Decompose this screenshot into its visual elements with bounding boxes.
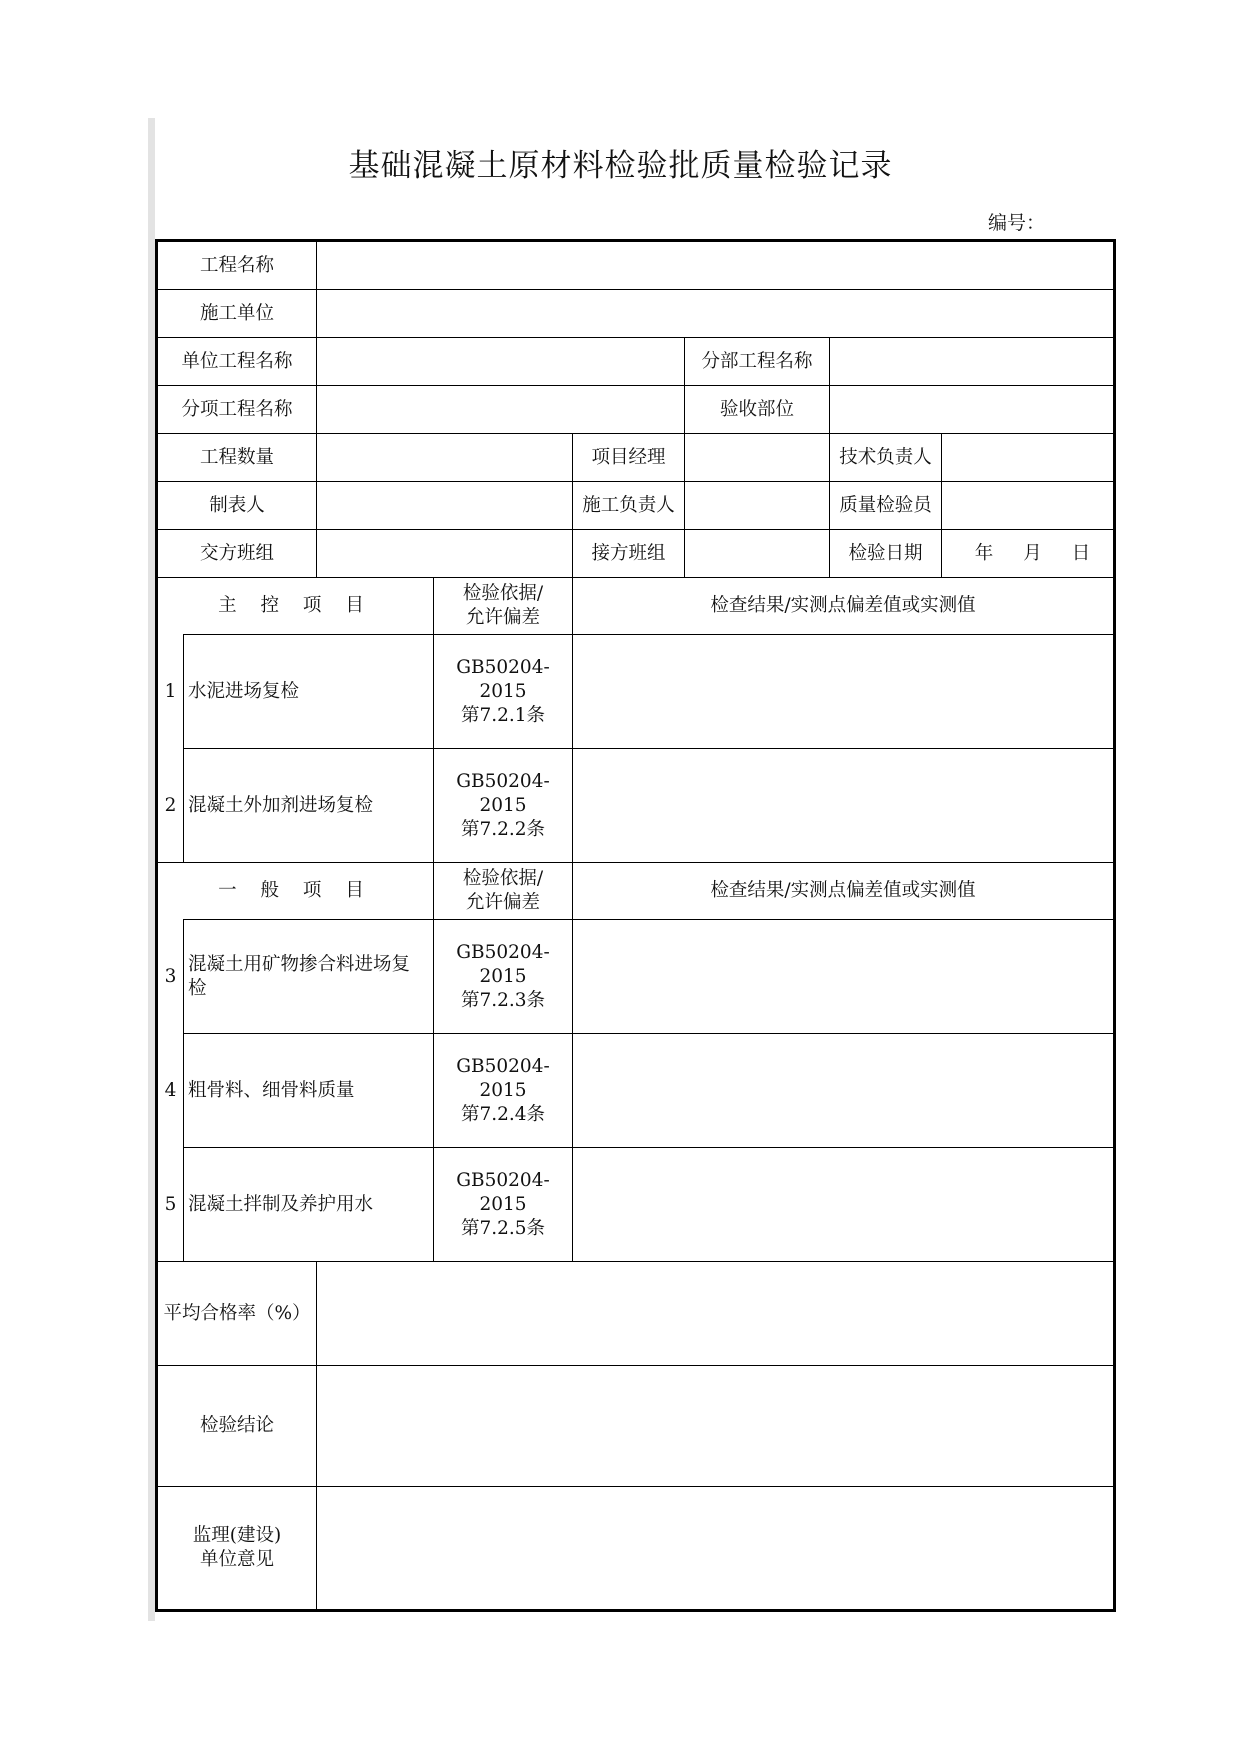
item-number: 4: [164, 1079, 177, 1101]
item-basis: GB50204-2015 第7.2.2条: [456, 770, 550, 840]
supervision-opinion-label: 监理(建设) 单位意见: [192, 1525, 282, 1570]
item-result-value[interactable]: [573, 749, 1113, 862]
item-result-value[interactable]: [573, 1148, 1113, 1261]
quantity-label: 工程数量: [199, 446, 274, 468]
handover-team-label: 交方班组: [199, 542, 274, 564]
receiving-team-value[interactable]: [685, 530, 829, 577]
item-number: 1: [164, 680, 177, 702]
item-name: 混凝土用矿物掺合料进场复检: [188, 953, 411, 999]
construction-unit-value[interactable]: [317, 290, 1113, 337]
general-basis-heading: 检验依据/ 允许偏差: [462, 868, 544, 913]
inspection-form-table: [155, 239, 1116, 1612]
conclusion-value[interactable]: [317, 1366, 1113, 1486]
item-basis: GB50204-2015 第7.2.5条: [456, 1169, 550, 1239]
tech-lead-value[interactable]: [942, 434, 1113, 481]
tabulator-label: 制表人: [209, 494, 265, 516]
subdivision-project-name-label: 分部工程名称: [701, 350, 813, 372]
item-basis: GB50204-2015 第7.2.3条: [456, 941, 550, 1011]
item-result-value[interactable]: [573, 635, 1113, 748]
supervision-opinion-value[interactable]: [317, 1487, 1113, 1609]
item-result-value[interactable]: [573, 1034, 1113, 1147]
tabulator-value[interactable]: [317, 482, 572, 529]
inspection-date-label: 检验日期: [848, 542, 923, 564]
quantity-value[interactable]: [317, 434, 572, 481]
sub-item-project-name-label: 分项工程名称: [181, 398, 293, 420]
general-heading: 一 般 项 目: [218, 880, 373, 901]
project-name-value[interactable]: [317, 242, 1113, 289]
handover-team-value[interactable]: [317, 530, 572, 577]
avg-pass-rate-value[interactable]: [317, 1262, 1113, 1365]
project-manager-label: 项目经理: [591, 446, 666, 468]
record-number-label: 编号：: [988, 212, 1046, 234]
main-control-result-heading: 检查结果/实测点偏差值或实测值: [710, 595, 976, 616]
project-manager-value[interactable]: [685, 434, 829, 481]
quality-inspector-value[interactable]: [942, 482, 1113, 529]
item-name: 粗骨料、细骨料质量: [188, 1079, 355, 1101]
item-result-value[interactable]: [573, 920, 1113, 1033]
construction-unit-label: 施工单位: [199, 302, 274, 324]
date-day: 日: [1071, 542, 1091, 564]
item-name: 混凝土外加剂进场复检: [188, 794, 374, 816]
construction-lead-value[interactable]: [685, 482, 829, 529]
item-basis: GB50204-2015 第7.2.1条: [456, 656, 550, 726]
unit-project-name-value[interactable]: [317, 338, 684, 385]
item-number: 3: [164, 965, 177, 987]
item-name: 水泥进场复检: [188, 680, 300, 702]
unit-project-name-label: 单位工程名称: [181, 350, 293, 372]
page-title: 基础混凝土原材料检验批质量检验记录: [348, 148, 893, 184]
acceptance-part-value[interactable]: [830, 386, 1113, 433]
main-control-basis-heading: 检验依据/ 允许偏差: [462, 583, 544, 628]
receiving-team-label: 接方班组: [591, 542, 666, 564]
project-name-label: 工程名称: [199, 254, 274, 276]
item-name: 混凝土拌制及养护用水: [188, 1193, 374, 1215]
sub-item-project-name-value[interactable]: [317, 386, 684, 433]
acceptance-part-label: 验收部位: [719, 398, 794, 420]
tech-lead-label: 技术负责人: [839, 446, 932, 468]
inspection-date-value[interactable]: [942, 530, 1113, 577]
item-basis: GB50204-2015 第7.2.4条: [456, 1055, 550, 1125]
main-control-heading: 主 控 项 目: [218, 595, 373, 616]
item-number: 5: [164, 1193, 177, 1215]
item-number: 2: [164, 794, 177, 816]
conclusion-label: 检验结论: [199, 1415, 274, 1436]
construction-lead-label: 施工负责人: [582, 494, 675, 516]
quality-inspector-label: 质量检验员: [839, 494, 932, 516]
avg-pass-rate-label: 平均合格率（%）: [163, 1302, 311, 1324]
date-month: 月: [1023, 542, 1042, 564]
date-year: 年: [974, 542, 994, 564]
subdivision-project-name-value[interactable]: [830, 338, 1113, 385]
page-gutter: [148, 118, 155, 1621]
general-result-heading: 检查结果/实测点偏差值或实测值: [710, 880, 976, 901]
